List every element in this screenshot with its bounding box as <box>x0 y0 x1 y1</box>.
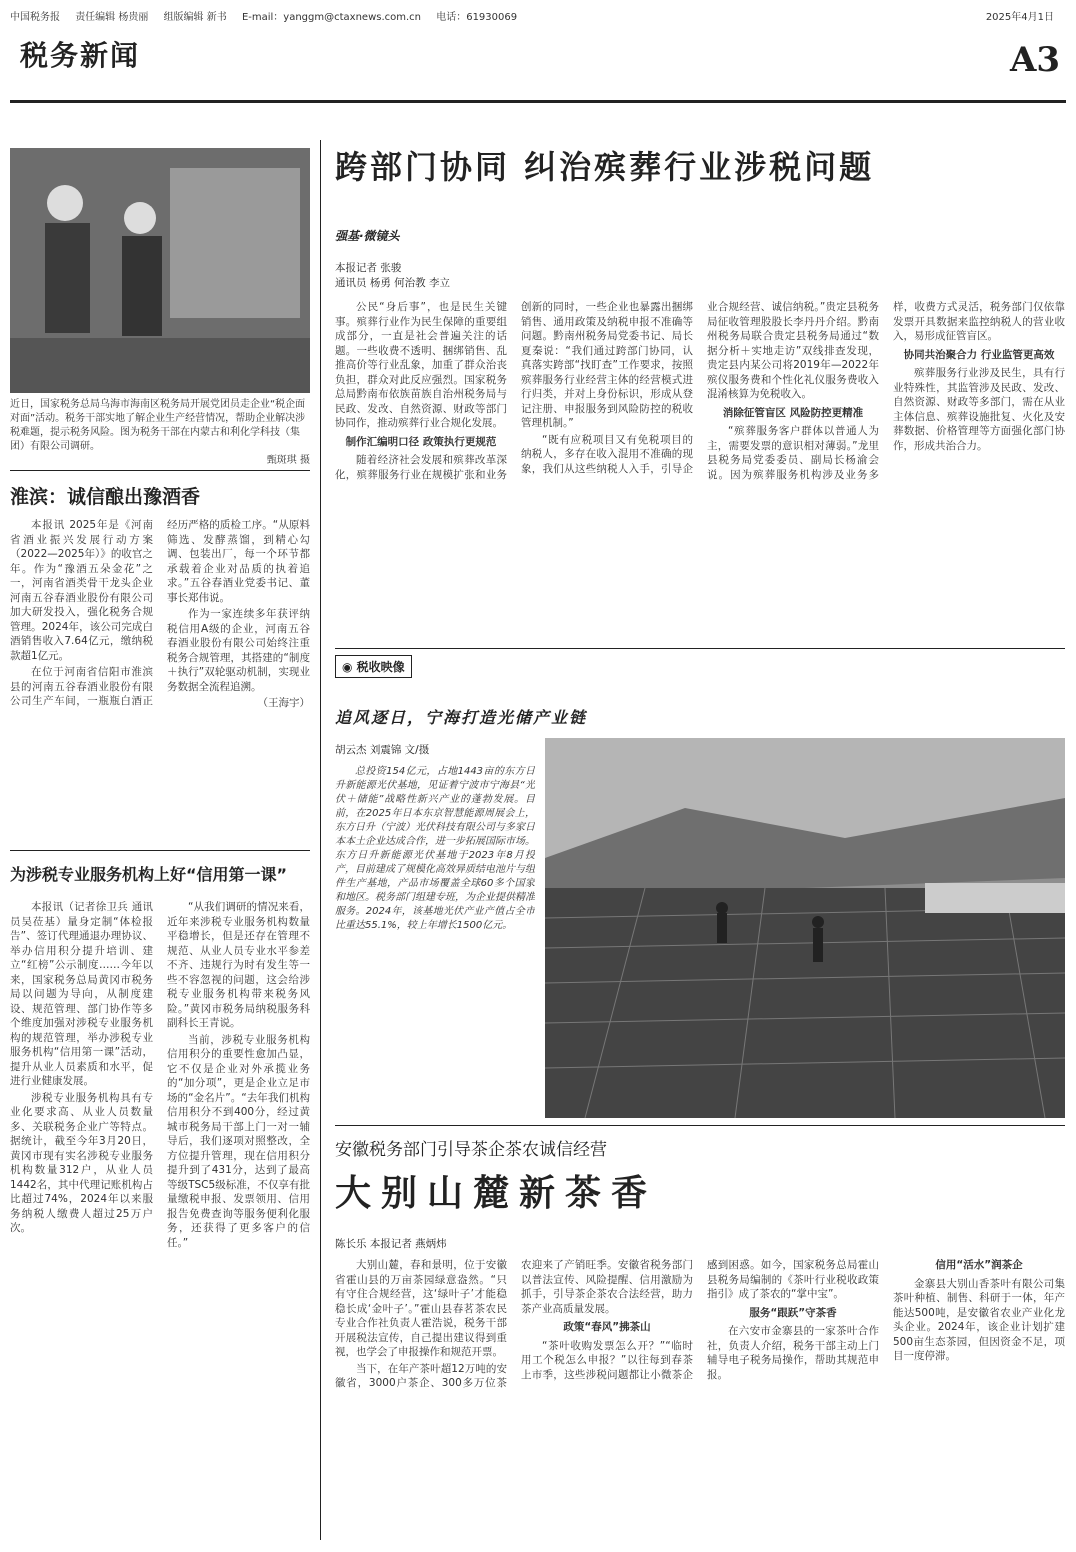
subheading: 服务“跟跃”守茶香 <box>749 1306 837 1319</box>
paragraph: 本报讯 2025年是《河南省酒业振兴发展行动方案（2022—2025年）》的收官之年。作为“豫酒五朵金花”之一，河南省酒类骨干龙头企业河南五谷春酒业股份有限公司加大研发投入，强化税务合规管理。2024年，该公司完成白酒销售收入7.64亿元，缴纳税款超1亿元。 <box>10 519 153 662</box>
paragraph: “茶叶收购发票怎么开？”“临时用工个税怎么申报？”以往每到春茶上市季，这些涉税问题都让小微茶企感到困惑。如今，国家税务总局霍山县税务局编制的《茶叶行业税收政策指引》成了茶农的“掌中宝”。 <box>521 1259 879 1381</box>
subheading: 制作汇编明口径 政策执行更规范 <box>345 435 497 448</box>
divider <box>335 648 1065 649</box>
issue-date: 2025年4月1日 <box>985 12 1054 23</box>
column-divider <box>320 140 321 1540</box>
paragraph: 在位于河南省信阳市淮滨县的河南五谷春酒业股份有限公司生产车间，一瓶瓶白酒正经历严格的质检工序。“从原料筛选、发酵蒸馏，到精心勾调、包装出厂，每一个环节都承载着企业对品质的执着追求。”五谷春酒业党委书记、董事长郑伟说。 <box>10 519 310 707</box>
paragraph: 作为一家连续多年获评纳税信用A级的企业，河南五谷春酒业股份有限公司始终注重税务合规管理，其搭建的“制度＋执行”双轮驱动机制，实现业务数据全流程追溯。 <box>167 608 310 693</box>
editor-info: 责任编辑 杨贵丽 <box>75 12 149 23</box>
phone-info: 电话：61930069 <box>436 12 518 23</box>
tea-headline: 大别山麓新茶香 <box>335 1172 658 1214</box>
column-tag <box>335 225 495 255</box>
main-headline: 跨部门协同 纠治殡葬行业涉税问题 <box>335 148 875 186</box>
paragraph: 公民“身后事”，也是民生关键事。殡葬行业作为民生保障的重要组成部分，一直是社会普遍关注的话题。一些收费不透明、捆绑销售、乱推高价等行业乱象，加重了群众治丧负担，群众对此反应强烈。国家税务总局黔南布依族苗族自治州税务局与民政、发改、自然资源、财政等部门协同作，推动殡葬行业合规化发展。 <box>335 301 507 429</box>
main-byline: 本报记者 张骏 通讯员 杨勇 何治教 李立 <box>335 262 451 289</box>
credit-headline: 为涉税专业服务机构上好“信用第一课” <box>10 865 288 884</box>
photo-feature-title: 追风逐日，宁海打造光储产业链 <box>335 708 588 727</box>
photo-feature-credit: 胡云杰 刘震锦 文/摄 <box>335 744 430 756</box>
divider <box>335 1125 1065 1126</box>
photo-feature-label-text: 税收映像 <box>356 660 405 674</box>
photo-feature-body <box>335 765 535 1105</box>
paragraph: 在六安市金寨县的一家茶叶合作社，负责人介绍，税务干部主动上门辅导电子税务局操作，帮助其规范申报。 <box>707 1325 879 1381</box>
credit-article-body <box>10 900 310 1540</box>
paragraph: “既有应税项目又有免税项目的纳税人，多存在收入混用不准确的现象，我们从这些纳税人入手，引导企业合规经营、诚信纳税。”贵定县税务局征收管理股股长李丹丹介绍。黔南州税务局联合贵定县税务局通过“数据分析＋实地走访”双线排查发现，贵定县内某公司将2019年—2022年殡仪服务费和个性化礼仪服务费收入混淆核算为免税收入。 <box>521 301 879 475</box>
main-article-body <box>335 300 1065 640</box>
paragraph: 金寨县大别山香茶叶有限公司集茶叶种植、制售、科研于一体，年产能达500吨，是安徽省农业产业化龙头企业。2024年，该企业计划扩建500亩生态茶园，但因资金不足，项目一度停滞。 <box>893 1277 1065 1362</box>
photo-caption <box>10 398 310 468</box>
column-tag-text: 强基·微镜头 <box>335 229 400 243</box>
huaibin-article-body <box>10 518 310 840</box>
divider <box>10 850 310 851</box>
photo-caption-text: 近日，国家税务总局乌海市海南区税务局开展党团员走企业“税企面对面”活动。税务干部实地了解企业生产经营情况，帮助企业解决涉税难题，提示税务风险。图为税务干部在内蒙古和利化学科技（集团）有限公司调研。 <box>10 399 306 452</box>
subheading: 政策“春风”拂茶山 <box>563 1321 651 1333</box>
paragraph: 涉税专业服务机构具有专业化要求高、从业人员数量多、关联税务企业广等特点。据统计，截至今年3月20日，黄冈市现有实名涉税专业服务机构数量312户，从业人员1442名，其中代理记账机构占比超过74%，2024年以来服务纳税人缴费人超过25万户次。 <box>10 1091 153 1234</box>
photo-silhouettes <box>10 148 310 393</box>
page-number: A3 <box>1009 40 1060 80</box>
subheading: 信用“活水”润茶企 <box>935 1259 1023 1271</box>
paragraph: “从我们调研的情况来看，近年来涉税专业服务机构数量平稳增长，但是还存在管理不规范、从业人员专业水平参差不齐、违规行为时有发生等一些不容忽视的问题，这会给涉税专业服务机构带来税务风险。”黄冈市税务局纳税服务科副科长王青说。 <box>167 901 310 1029</box>
camera-icon: ◉ <box>342 660 357 674</box>
email-info: E-mail：yanggm@ctaxnews.com.cn <box>241 12 422 23</box>
subheading: 消除征管盲区 风险防控更精准 <box>722 406 864 419</box>
paragraph: 总投资154亿元，占地1443亩的东方日升新能源光伏基地，见证着宁波市宁海县“光伏＋储能”战略性新兴产业的蓬勃发展。目前，在2025年日本东京智慧能源周展会上，东方日升（宁波）光伏科技有限公司与多家日本本土企业达成合作，进一步拓展国际市场。东方日升新能源光伏基地于2023年8月投产，目前建成了规模化高效异质结电池片与组件生产基地，产品市场覆盖全球60多个国家和地区。税务部门组建专班，为企业提供精准服务。2024年，该基地光伏产业产值占全市比重达55.1%，较上年增长1500亿元。 <box>335 766 535 931</box>
solar-photo-drawing <box>545 738 1065 1118</box>
divider <box>10 470 310 471</box>
paragraph: 当下，在年产茶叶超12万吨的安徽省，3000户茶企、300多万位茶农迎来了产销旺季。安徽省税务部门以普法宣传、风险提醒、信用激励为抓手，引导茶企茶农合法经营，助力茶产业高质量发展。 <box>335 1259 693 1389</box>
tea-article-body <box>335 1258 1065 1542</box>
author: （王海宇） <box>257 697 310 709</box>
top-info-bar <box>10 8 1066 24</box>
paragraph: 当前，涉税专业服务机构信用积分的重要性愈加凸显，它不仅是企业对外承揽业务的“加分项”，更是企业立足市场的“金名片”。“去年我们机构信用积分不到400分，经过黄城市税务局干部上门一对一辅导后，我们逐项对照整改，全方位提升管理，现在信用积分提升到了431分，达到了最高等级TSC5级标准，不仅享有批量缴税申报、发票领用、信用报告免费查询等服务便利化服务，还获得了更多客户的信任。” <box>167 1033 310 1249</box>
masthead <box>10 28 1066 103</box>
tea-byline: 陈长乐 本报记者 燕炳炜 <box>335 1238 447 1250</box>
paragraph: “殡葬服务客户群体以普通人为主，需要发票的意识相对薄弱。”龙里县税务局党委委员、副局长杨渝会说。因为殡葬服务机构涉及业务多样，收费方式灵活，税务部门仅依靠发票开具数据来监控纳税人的营业收入，易形成征管盲区。 <box>707 301 1065 481</box>
tea-kicker: 安徽税务部门引导茶企茶农诚信经营 <box>335 1140 607 1160</box>
photo-credit: 甄斑琪 摄 <box>266 455 310 466</box>
paper-name: 中国税务报 <box>10 12 60 23</box>
solar-panel-photo <box>545 738 1065 1118</box>
section-title: 税务新闻 <box>20 39 141 72</box>
paragraph: 大别山麓，春和景明，位于安徽省霍山县的万亩茶园绿意盎然。“只有守住合规经营，这‘绿叶子’才能稳稳长成‘金叶子’。”霍山县春茗茶农民专业合作社负责人霍浩说，税务干部开展税法宣传，自己提出建议得到重视，也学会了申报操作和规范开票。 <box>335 1259 507 1358</box>
huaibin-headline: 淮滨：诚信酿出豫酒香 <box>10 486 201 508</box>
paragraph: 本报讯（记者徐卫兵 通讯员吴莅基）量身定制“体检报告”、签订代理通退办理协议、举办信用积分提升培训、建立“红榜”公示制度……今年以来，国家税务总局黄冈市税务局以问题为导向，从制度建设、规范管理、部门协作等多个维度加强对涉税专业服务机构的规范管理，举办涉税专业服务机构“信用第一课”活动，提升从业人员素质和水平，促进行业健康发展。 <box>10 901 153 1087</box>
photo-feature-label <box>335 655 412 678</box>
layout-info: 组版编辑 新书 <box>163 12 227 23</box>
paragraph: 随着经济社会发展和殡葬改革深化，殡葬服务行业在规模扩张和业务创新的同时，一些企业也暴露出捆绑销售、通用政策及纳税申报不准确等问题。黔南州税务局党委书记、局长夏秦说：“我们通过跨部门协同，认真落实跨部“找盯查”工作要求，按照殡葬服务行业经营主体的经营模式进行归类，并对上身份标识，形成从登记注册、申报服务到风险防控的税收管理机制。” <box>335 301 693 481</box>
tax-officers-photo <box>10 148 310 393</box>
subheading: 协同共治聚合力 行业监管更高效 <box>903 348 1055 361</box>
paragraph: 殡葬服务行业涉及民生，具有行业特殊性，其监管涉及民政、发改、自然资源、财政等多部门，需在从业主体信息、殡葬设施批复、火化及安葬数据、价格管理等方面强化部门协作，形成共治合力。 <box>893 367 1065 452</box>
